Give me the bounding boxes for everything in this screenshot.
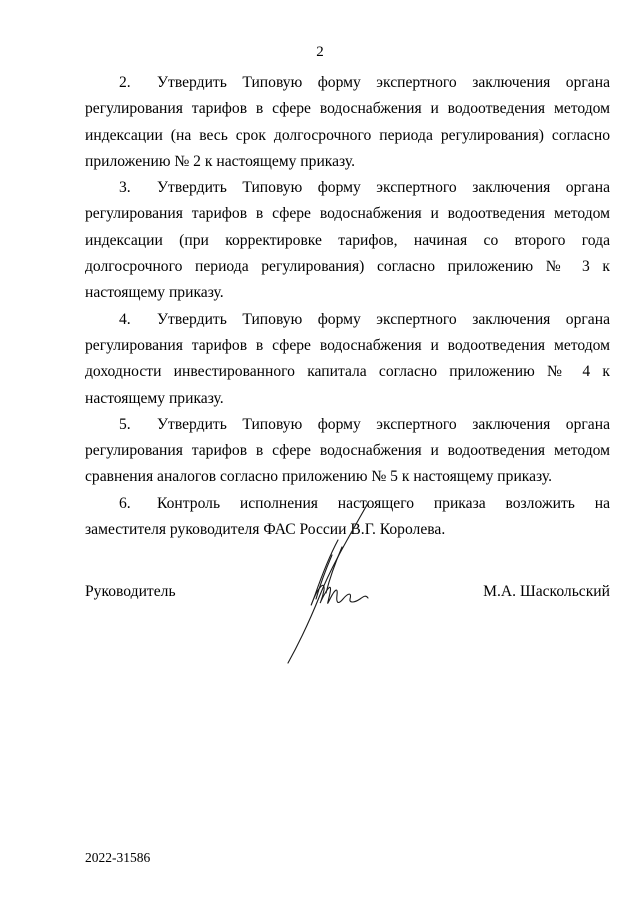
paragraph-4 [85, 307, 610, 412]
handwritten-signature [280, 495, 390, 665]
paragraph-number: 4. [119, 310, 131, 328]
paragraph-number: 5. [119, 415, 131, 433]
paragraph-text: Контроль исполнения настоящего приказа возложить на заместителя руководителя ФАС России В.Г. Королева. [85, 494, 610, 539]
paragraph-number: 2. [119, 74, 131, 91]
paragraph-text: Утвердить Типовую форму экспертного заключения органа регулирования тарифов в сфере водоснабжения и водоотведения методом индексации (на весь срок долгосрочного периода регулирования) согласно приложению № 2 к настоящему приказу. [85, 74, 610, 170]
document-registration-number: 2022-31586 [85, 850, 151, 865]
signer-position: Руководитель [85, 583, 176, 600]
signer-name: М.А. Шаскольский [483, 583, 610, 600]
paragraph-number: 6. [119, 494, 131, 512]
paragraph-text: Утвердить Типовую форму экспертного заключения органа регулирования тарифов в сфере водоснабжения и водоотведения методом доходности инвестированного капитала согласно приложению № 4 к настоящему приказу. [85, 310, 610, 407]
document-body [85, 70, 610, 543]
page-number: 2 [316, 44, 324, 60]
paragraph-2 [85, 70, 610, 175]
paragraph-3 [85, 175, 610, 306]
paragraph-text: Утвердить Типовую форму экспертного заключения органа регулирования тарифов в сфере водоснабжения и водоотведения методом сравнения аналогов согласно приложению № 5 к настоящему приказу. [85, 415, 610, 486]
paragraph-5 [85, 412, 610, 491]
paragraph-text: Утвердить Типовую форму экспертного заключения органа регулирования тарифов в сфере водоснабжения и водоотведения методом индексации (при корректировке тарифов, начиная со второго года долгосрочного периода регулирования) согласно приложению № 3 к настоящему приказу. [85, 179, 610, 302]
paragraph-number: 3. [119, 179, 131, 197]
